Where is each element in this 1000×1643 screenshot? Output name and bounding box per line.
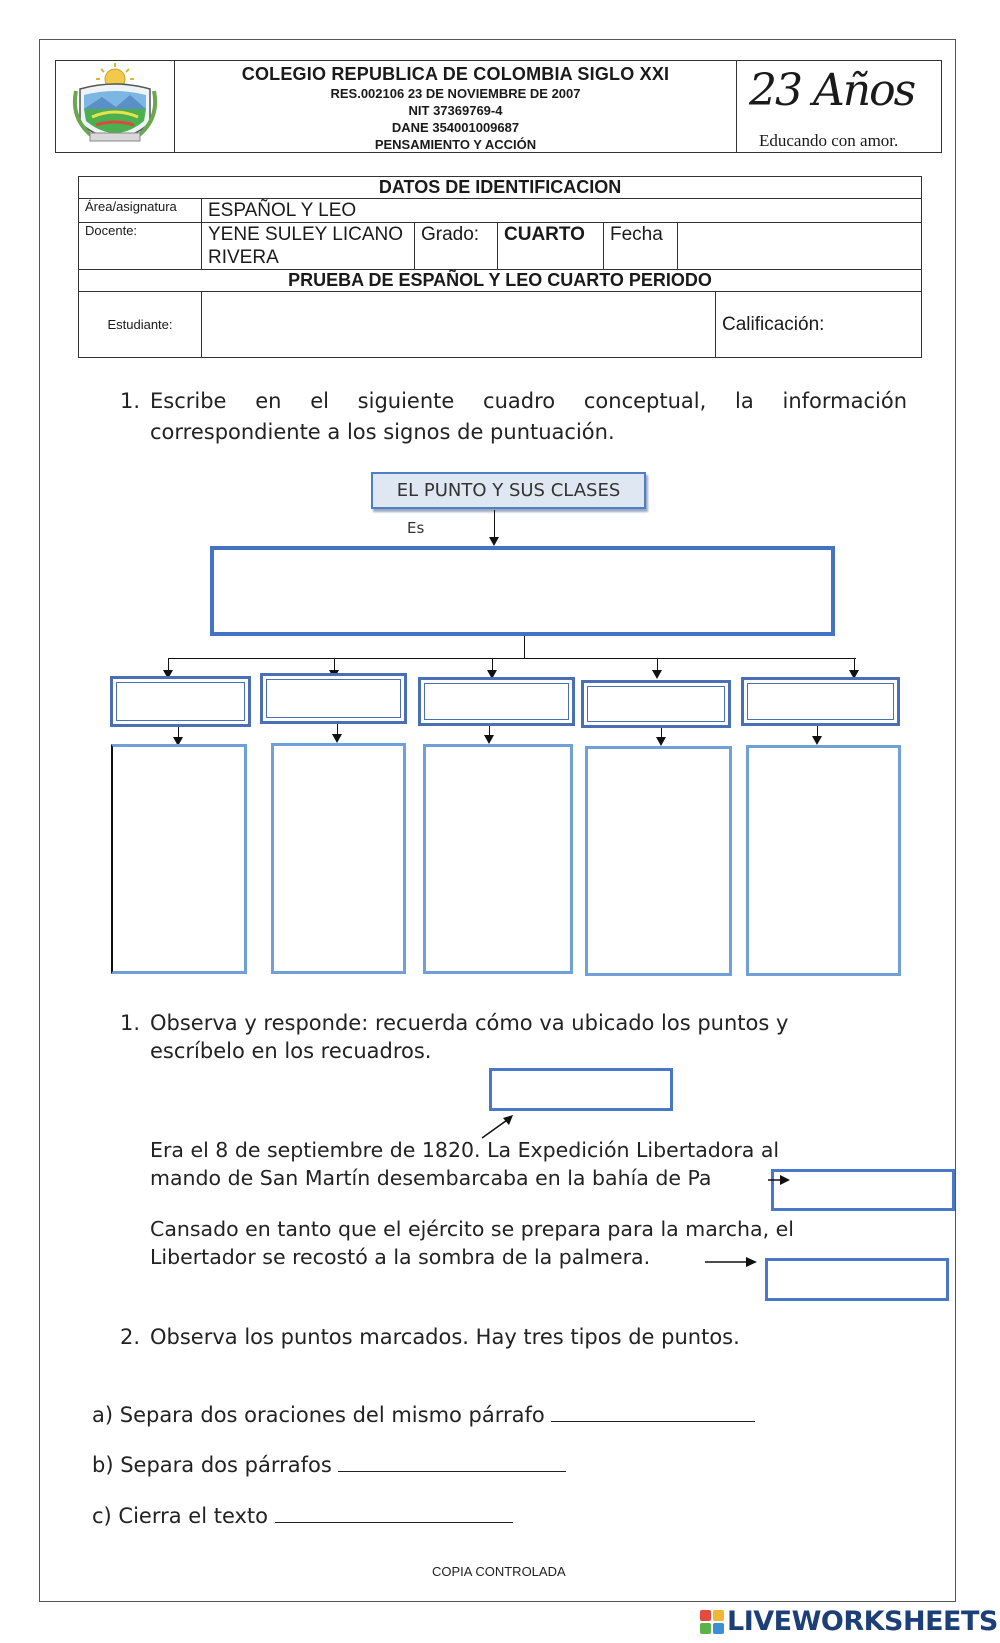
- liveworksheets-logo-icon: [700, 1610, 724, 1634]
- item-c-text: c) Cierra el texto: [92, 1504, 268, 1528]
- branch-line: [168, 658, 856, 659]
- definition-down-line: [524, 636, 525, 659]
- teacher-value: YENE SULEY LICANO RIVERA: [202, 223, 415, 270]
- school-info-cell: [175, 61, 737, 152]
- description-box-5[interactable]: [746, 745, 901, 976]
- score-label: Calificación:: [716, 292, 922, 358]
- question2-line1: Observa y responde: recuerda cómo va ubicado los puntos y: [150, 1011, 789, 1035]
- liveworksheets-text: LIVEWORKSHEETS: [727, 1606, 998, 1637]
- item-b: [92, 1450, 566, 1481]
- identification-title: DATOS DE IDENTIFICACION: [79, 177, 922, 199]
- question1-line1: Escribe en el siguiente cuadro conceptual, la información: [150, 389, 907, 413]
- paragraph1-line1: Era el 8 de septiembre de 1820. La Expedición Libertadora al: [150, 1138, 780, 1162]
- arrow-down-icon: [484, 735, 494, 744]
- grade-value: CUARTO: [498, 223, 604, 270]
- student-label: Estudiante:: [79, 292, 202, 358]
- item-a: [92, 1400, 755, 1431]
- definition-box[interactable]: [210, 546, 835, 636]
- connector-label: Es: [407, 519, 425, 537]
- school-motto: Educando con amor.: [759, 131, 899, 150]
- logo-square-red: [700, 1610, 711, 1621]
- date-label: Fecha: [604, 223, 678, 270]
- class-name-box-1[interactable]: [110, 676, 251, 727]
- area-value: ESPAÑOL Y LEO: [202, 199, 922, 223]
- identification-table: [78, 176, 922, 358]
- item-b-answer-line[interactable]: [338, 1451, 566, 1472]
- item-b-text: b) Separa dos párrafos: [92, 1453, 332, 1477]
- description-box-1[interactable]: [111, 744, 247, 974]
- concept-map-title: EL PUNTO Y SUS CLASES: [371, 472, 646, 509]
- teacher-label: Docente:: [79, 223, 202, 270]
- answer-box-1[interactable]: [489, 1068, 673, 1111]
- item-c: [92, 1501, 513, 1532]
- question3-number: 2.: [120, 1325, 141, 1349]
- anniversary-cell: [737, 61, 941, 152]
- logo-square-yellow: [713, 1610, 724, 1621]
- question2-number: 1.: [120, 1011, 141, 1035]
- copy-control-label: COPIA CONTROLADA: [432, 1564, 566, 1579]
- school-lema: PENSAMIENTO Y ACCIÓN: [374, 137, 537, 152]
- item-a-text: a) Separa dos oraciones del mismo párrafo: [92, 1403, 545, 1427]
- area-label: Área/asignatura: [79, 199, 202, 223]
- class-name-box-2[interactable]: [260, 673, 407, 724]
- date-field[interactable]: [678, 223, 922, 270]
- nit-line: NIT 37369769-4: [408, 103, 503, 118]
- arrow-down-icon: [652, 670, 662, 679]
- arrow-right-icon: [703, 1254, 759, 1270]
- question1-line2: correspondiente a los signos de puntuación.: [150, 420, 615, 444]
- answer-box-2[interactable]: [771, 1169, 955, 1211]
- anniversary-years: 23 Años: [749, 65, 915, 116]
- title-connector-line: [494, 510, 495, 540]
- question2-line2: escríbelo en los recuadros.: [150, 1039, 432, 1063]
- test-title: PRUEBA DE ESPAÑOL Y LEO CUARTO PERIODO: [79, 270, 922, 292]
- description-box-3[interactable]: [423, 744, 573, 974]
- class-name-box-3[interactable]: [418, 677, 575, 726]
- item-a-answer-line[interactable]: [551, 1401, 755, 1422]
- school-crest-icon: [56, 61, 174, 152]
- resolution-line: RES.002106 23 DE NOVIEMBRE DE 2007: [330, 86, 581, 101]
- arrow-down-icon: [812, 736, 822, 745]
- logo-square-green: [700, 1623, 711, 1634]
- arrow-down-icon: [332, 734, 342, 743]
- arrow-right-icon: [766, 1172, 792, 1188]
- paragraph2-line1: Cansado en tanto que el ejército se prepara para la marcha, el: [150, 1217, 794, 1241]
- answer-box-3[interactable]: [765, 1258, 949, 1301]
- logo-square-blue: [713, 1623, 724, 1634]
- paragraph2-line2: Libertador se recostó a la sombra de la palmera.: [150, 1245, 651, 1269]
- school-name: COLEGIO REPUBLICA DE COLOMBIA SIGLO XXI: [241, 64, 670, 84]
- arrow-down-icon: [656, 737, 666, 746]
- arrow-down-icon: [489, 537, 499, 546]
- dane-line: DANE 354001009687: [391, 120, 520, 135]
- school-logo-cell: [56, 61, 175, 152]
- class-name-box-4[interactable]: [581, 680, 731, 728]
- paragraph1-line2: mando de San Martín desembarcaba en la bahía de Pa: [150, 1166, 712, 1190]
- class-name-box-5[interactable]: [741, 677, 900, 726]
- description-box-2[interactable]: [271, 743, 406, 974]
- description-box-4[interactable]: [585, 746, 732, 976]
- school-header: [55, 60, 942, 153]
- question1-number: 1.: [120, 389, 141, 413]
- grade-label: Grado:: [415, 223, 498, 270]
- liveworksheets-brand[interactable]: [700, 1606, 998, 1637]
- student-field[interactable]: [202, 292, 716, 358]
- question3-text: Observa los puntos marcados. Hay tres tipos de puntos.: [150, 1325, 740, 1349]
- item-c-answer-line[interactable]: [275, 1502, 513, 1523]
